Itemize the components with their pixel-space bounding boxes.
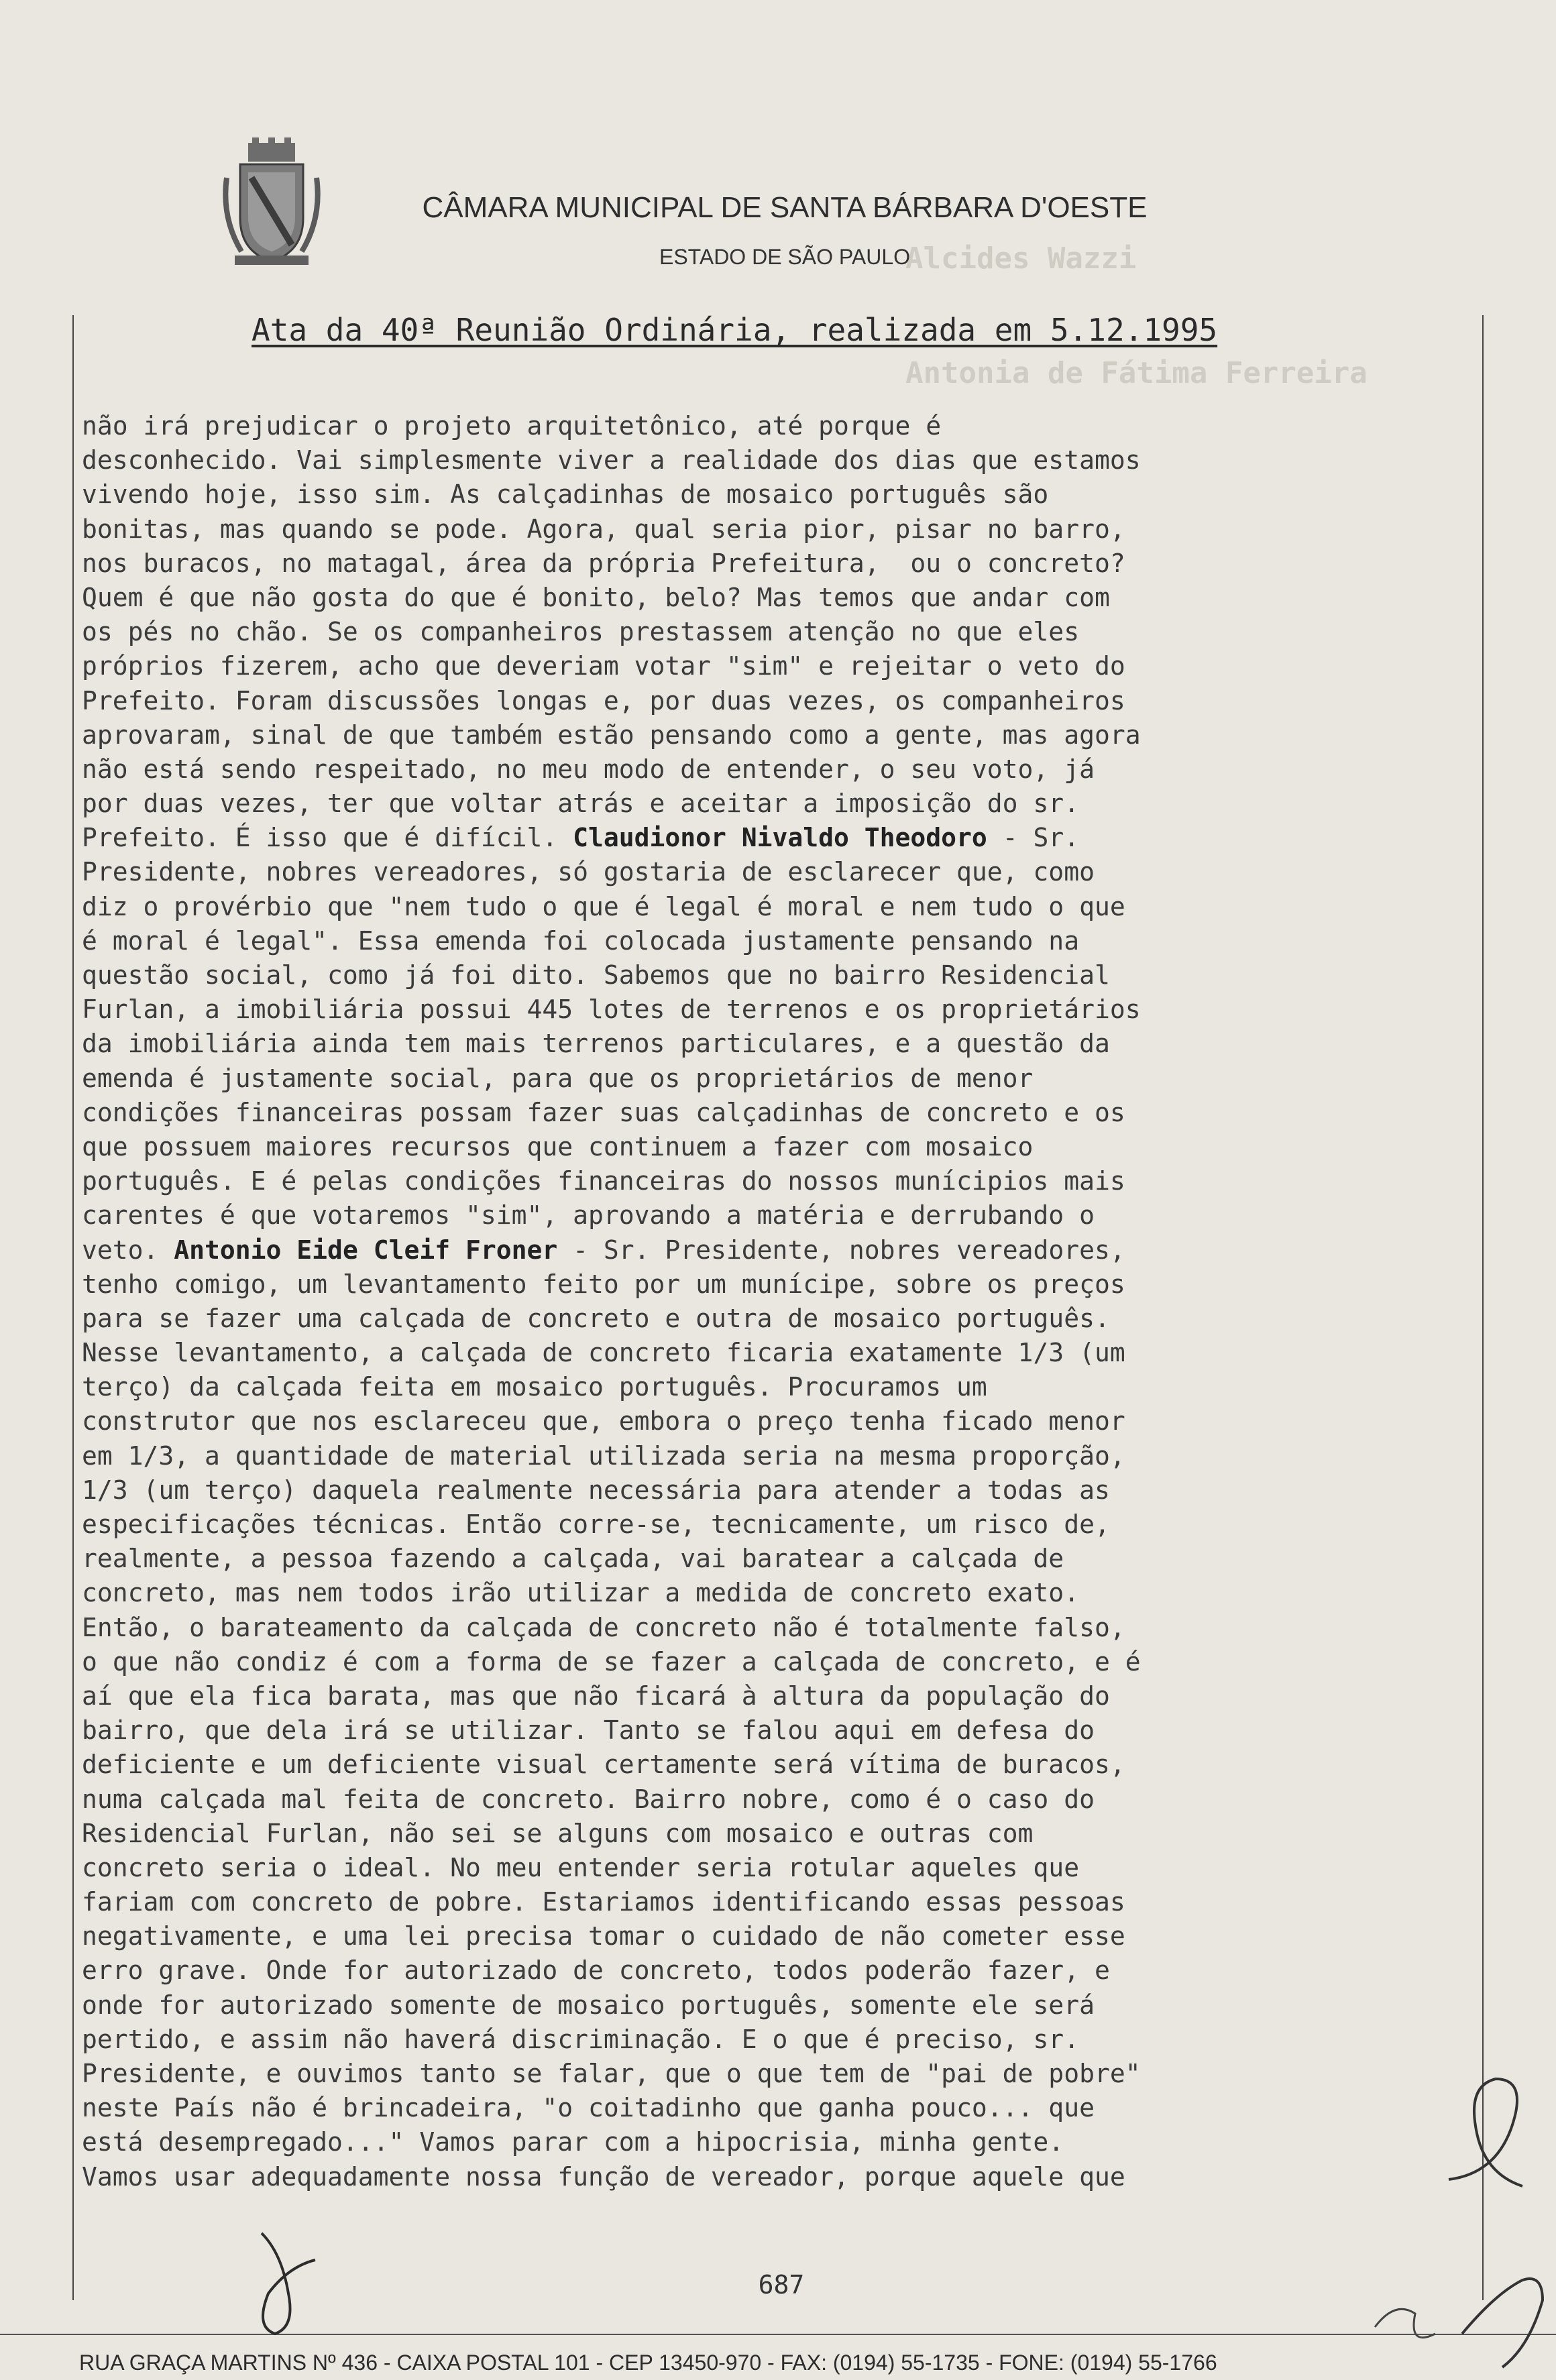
text-line	[82, 1198, 1490, 1233]
text-line	[82, 649, 1490, 683]
text-line	[82, 2160, 1490, 2194]
text-segment: concreto seria o ideal. No meu entender seria rotular aqueles que	[82, 1852, 1080, 1882]
text-line	[82, 1096, 1490, 1130]
text-segment: Nesse levantamento, a calçada de concreto ficaria exatamente 1/3 (um	[82, 1338, 1125, 1368]
text-line	[82, 1130, 1490, 1164]
text-line	[82, 1164, 1490, 1198]
text-line	[82, 890, 1490, 924]
speaker-name: Antonio Eide Cleif Froner	[174, 1235, 558, 1265]
text-line	[82, 684, 1490, 718]
text-segment: por duas vezes, ter que voltar atrás e aceitar a imposição do sr.	[82, 789, 1080, 819]
text-segment: da imobiliária ainda tem mais terrenos particulares, e a questão da	[82, 1029, 1110, 1059]
text-segment: Presidente, e ouvimos tanto se falar, que o que tem de "pai de pobre"	[82, 2059, 1141, 2088]
text-line	[82, 615, 1490, 649]
text-line	[82, 547, 1490, 581]
text-segment: terço) da calçada feita em mosaico português. Procuramos um	[82, 1372, 987, 1402]
text-segment: nos buracos, no matagal, área da própria Prefeitura, ou o concreto?	[82, 548, 1125, 578]
text-line	[82, 1027, 1490, 1061]
text-line	[82, 993, 1490, 1027]
text-segment: concreto, mas nem todos irão utilizar a medida de concreto exato.	[82, 1578, 1080, 1608]
text-segment: neste País não é brincadeira, "o coitadinho que ganha pouco... que	[82, 2093, 1095, 2123]
text-line	[82, 409, 1490, 443]
text-segment: realmente, a pessoa fazendo a calçada, vai baratear a calçada de	[82, 1544, 1064, 1574]
text-line	[82, 752, 1490, 787]
text-segment: não irá prejudicar o projeto arquitetônico, até porque é	[82, 411, 942, 441]
footer-address: RUA GRAÇA MARTINS Nº 436 - CAIXA POSTAL 101 - CEP 13450-970 - FAX: (0194) 55-1735 - FONE: (0194) 55-1766	[79, 2350, 1217, 2375]
organization-state: ESTADO DE SÃO PAULO	[659, 245, 910, 269]
text-segment: desconhecido. Vai simplesmente viver a realidade dos dias que estamos	[82, 445, 1141, 475]
text-segment: diz o provérbio que "nem tudo o que é legal é moral e nem tudo o que	[82, 891, 1125, 921]
text-segment: português. E é pelas condições financeiras do nossos munícipios mais	[82, 1166, 1125, 1196]
text-segment: especificações técnicas. Então corre-se, tecnicamente, um risco de,	[82, 1510, 1110, 1539]
text-segment: Prefeito. Foram discussões longas e, por duas vezes, os companheiros	[82, 685, 1125, 716]
text-segment: 1/3 (um terço) daquela realmente necessária para atender a todas as	[82, 1475, 1110, 1505]
text-segment: Vamos usar adequadamente nossa função de vereador, porque aquele que	[82, 2161, 1125, 2192]
text-segment: próprios fizerem, acho que deveriam votar "sim" e rejeitar o veto do	[82, 651, 1125, 681]
text-segment: - Sr. Presidente, nobres vereadores,	[557, 1235, 1125, 1265]
text-line	[82, 1473, 1490, 1508]
background-bleed-through: Alcides Wazzi Antonia de Fátima Ferreira	[905, 241, 1368, 390]
text-segment: está desempregado..." Vamos parar com a hipocrisia, minha gente.	[82, 2127, 1064, 2157]
text-line	[82, 581, 1490, 615]
text-segment: deficiente e um deficiente visual certamente será vítima de buracos,	[82, 1750, 1125, 1780]
text-segment: para se fazer uma calçada de concreto e outra de mosaico português.	[82, 1303, 1110, 1333]
text-line	[82, 1439, 1490, 1473]
text-segment: negativamente, e uma lei precisa tomar o cuidado de não cometer esse	[82, 1921, 1125, 1951]
text-line	[82, 512, 1490, 547]
text-line	[82, 1919, 1490, 1953]
text-line	[82, 1336, 1490, 1370]
text-segment: Então, o barateamento da calçada de concreto não é totalmente falso,	[82, 1612, 1125, 1642]
text-line	[82, 1508, 1490, 1542]
text-line	[82, 958, 1490, 993]
text-segment: bonitas, mas quando se pode. Agora, qual seria pior, pisar no barro,	[82, 514, 1125, 544]
text-line	[82, 1267, 1490, 1302]
text-segment: bairro, que dela irá se utilizar. Tanto se falou aqui em defesa do	[82, 1715, 1095, 1746]
text-line	[82, 1851, 1490, 1885]
text-line	[82, 2023, 1490, 2057]
text-segment: tenho comigo, um levantamento feito por um munícipe, sobre os preços	[82, 1269, 1125, 1299]
text-segment: que possuem maiores recursos que continuem a fazer com mosaico	[82, 1131, 1034, 1161]
text-line	[82, 1953, 1490, 1988]
text-line	[82, 1062, 1490, 1096]
text-segment: erro grave. Onde for autorizado de concreto, todos poderão fazer, e	[82, 1956, 1110, 1986]
text-line	[82, 1679, 1490, 1713]
text-line	[82, 787, 1490, 821]
text-segment: emenda é justamente social, para que os proprietários de menor	[82, 1063, 1034, 1093]
text-segment: vivendo hoje, isso sim. As calçadinhas de mosaico português são	[82, 479, 1049, 510]
text-segment: - Sr.	[987, 823, 1080, 853]
text-line	[82, 443, 1490, 477]
text-line	[82, 1404, 1490, 1438]
text-segment: Quem é que não gosta do que é bonito, belo? Mas temos que andar com	[82, 582, 1110, 612]
left-margin-rule	[72, 315, 74, 2300]
text-segment: Residencial Furlan, não sei se alguns com mosaico e outras com	[82, 1818, 1034, 1848]
text-segment: onde for autorizado somente de mosaico português, somente ele será	[82, 1990, 1095, 2020]
text-segment: Presidente, nobres vereadores, só gostaria de esclarecer que, como	[82, 857, 1095, 887]
text-line	[82, 2057, 1490, 2091]
text-line	[82, 1748, 1490, 1782]
text-line	[82, 1988, 1490, 2023]
text-segment: condições financeiras possam fazer suas calçadinhas de concreto e os	[82, 1097, 1125, 1127]
text-line	[82, 1611, 1490, 1645]
text-segment: não está sendo respeitado, no meu modo de entender, o seu voto, já	[82, 754, 1095, 784]
text-line	[82, 1817, 1490, 1851]
text-line	[82, 1576, 1490, 1610]
text-segment: Prefeito. É isso que é difícil.	[82, 823, 573, 853]
text-line	[82, 1782, 1490, 1817]
text-segment: é moral é legal". Essa emenda foi colocada justamente pensando na	[82, 925, 1080, 956]
text-line	[82, 718, 1490, 752]
text-line	[82, 2091, 1490, 2125]
text-segment: construtor que nos esclareceu que, embora o preço tenha ficado menor	[82, 1406, 1125, 1436]
text-segment: Furlan, a imobiliária possui 445 lotes de terrenos e os proprietários	[82, 995, 1141, 1025]
text-line	[82, 855, 1490, 889]
text-segment: veto.	[82, 1235, 174, 1265]
speaker-name: Claudionor Nivaldo Theodoro	[573, 823, 987, 853]
document-title: Ata da 40ª Reunião Ordinária, realizada em 5.12.1995	[252, 312, 1218, 348]
text-line	[82, 924, 1490, 958]
organization-name: CÂMARA MUNICIPAL DE SANTA BÁRBARA D'OESTE	[422, 191, 1148, 224]
page-number: 687	[758, 2270, 805, 2300]
text-segment: aí que ela fica barata, mas que não ficará à altura da população do	[82, 1681, 1110, 1711]
text-line	[82, 1233, 1490, 1267]
text-segment: carentes é que votaremos "sim", aprovando a matéria e derrubando o	[82, 1200, 1095, 1231]
text-line	[82, 2125, 1490, 2159]
text-line	[82, 1542, 1490, 1576]
footer-rule	[0, 2334, 1556, 2335]
text-segment: aprovaram, sinal de que também estão pensando como a gente, mas agora	[82, 720, 1141, 750]
text-segment: pertido, e assim não haverá discriminação. E o que é preciso, sr.	[82, 2024, 1080, 2054]
text-segment: em 1/3, a quantidade de material utilizada seria na mesma proporção,	[82, 1440, 1125, 1471]
text-segment: questão social, como já foi dito. Sabemos que no bairro Residencial	[82, 960, 1110, 990]
minutes-body-text	[82, 409, 1490, 2194]
text-line	[82, 1713, 1490, 1748]
text-segment: o que não condiz é com a forma de se fazer a calçada de concreto, e é	[82, 1646, 1141, 1677]
text-line	[82, 1302, 1490, 1336]
text-segment: fariam com concreto de pobre. Estariamos identificando essas pessoas	[82, 1887, 1125, 1917]
text-line	[82, 1885, 1490, 1919]
text-line	[82, 1370, 1490, 1404]
text-line	[82, 477, 1490, 512]
text-line	[82, 821, 1490, 855]
text-segment: os pés no chão. Se os companheiros prestassem atenção no que eles	[82, 617, 1080, 647]
text-line	[82, 1645, 1490, 1679]
text-segment: numa calçada mal feita de concreto. Bairro nobre, como é o caso do	[82, 1784, 1095, 1814]
